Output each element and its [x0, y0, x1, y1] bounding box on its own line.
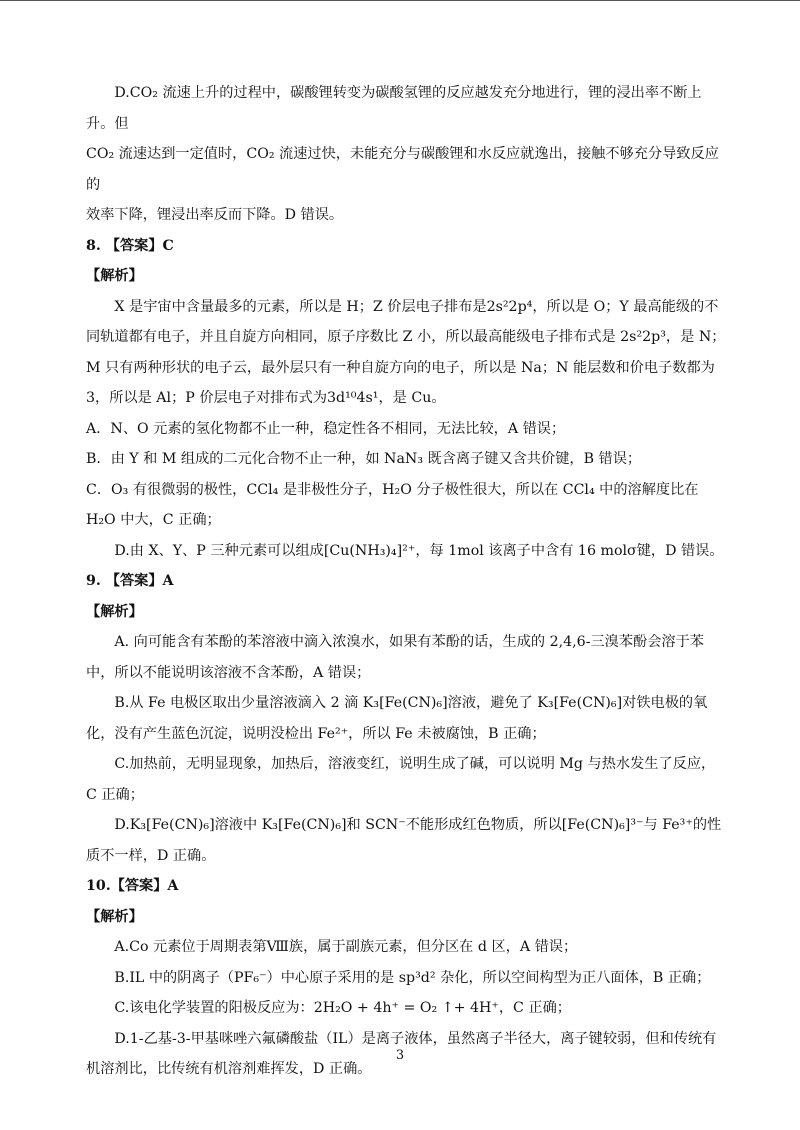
- q8-analysis-label: 【解析】: [86, 268, 143, 284]
- q8-answer: 8. 【答案】C: [86, 237, 174, 254]
- q9-option-b: B.从 Fe 电极区取出少量溶液滴入 2 滴 K₃[Fe(CN)₆]溶液，避免了 K₃[Fe(CN)₆]对铁电极的氧化，没有产生蓝色沉淀，说明没检出 Fe²⁺，所以 Fe 未被腐蚀，B 正确；: [86, 695, 708, 742]
- q10-answer: 10.【答案】A: [86, 878, 179, 894]
- page-number: 3: [395, 1048, 405, 1063]
- q9-option-c: C.加热前，无明显现象，加热后，溶液变红，说明生成了碱，可以说明 Mg 与热水发生了反应，C 正确；: [86, 756, 716, 803]
- q10-option-d: D.1-乙基-3-甲基咪唑六氟磷酸盐（IL）是离子液体，虽然离子半径大，离子键较弱，但和传统有机溶剂比，比传统有机溶剂难挥发，D 正确。: [86, 1030, 717, 1077]
- q9-option-a: A. 向可能含有苯酚的苯溶液中滴入浓溴水，如果有苯酚的话，生成的 2,4,6-三溴苯酚会溶于苯中，所以不能说明该溶液不含苯酚，A 错误；: [86, 634, 704, 681]
- q7-d-line1: D.CO₂ 流速上升的过程中，碳酸锂转变为碳酸氢锂的反应越发充分地进行，锂的浸出率不断上升。但: [86, 85, 702, 132]
- q9-analysis-label: 【解析】: [86, 603, 143, 620]
- q10-option-c: C.该电化学装置的阳极反应为：2H₂O + 4h⁺ = O₂ ↑+ 4H⁺，C 正确；: [114, 1000, 571, 1016]
- q7-d-line2: CO₂ 流速达到一定值时，CO₂ 流速过快，未能充分与碳酸锂和水反应就逸出，接触不够充分导致反应的: [86, 146, 719, 193]
- q10-option-b: B.IL 中的阴离子（PF₆⁻）中心原子采用的是 sp³d² 杂化，所以空间构型为正八面体，B 正确；: [114, 969, 711, 986]
- q10-analysis-label: 【解析】: [86, 908, 143, 925]
- q8-option-c: C．O₃ 有很微弱的极性，CCl₄ 是非极性分子，H₂O 分子极性很大，所以在 CCl₄ 中的溶解度比在 H₂O 中大，C 正确；: [86, 481, 699, 528]
- q9-answer: 9. 【答案】A: [86, 573, 174, 589]
- q8-option-d: D.由 X、Y、P 三种元素可以组成[Cu(NH₃)₄]²⁺，每 1mol 该离子中含有 16 molσ键，D 错误。: [114, 542, 724, 559]
- top-border: [0, 0, 800, 1]
- q8-option-a: A．N、O 元素的氢化物都不止一种，稳定性各不相同，无法比较，A 错误；: [86, 420, 566, 437]
- q8-option-b: B．由 Y 和 M 组成的二元化合物不止一种，如 NaN₃ 既含离子键又含共价键，B 错误；: [86, 451, 642, 467]
- q8-paragraph: X 是宇宙中含量最多的元素，所以是 H；Z 价层电子排布是2s²2p⁴，所以是 O；Y 最高能级的不同轨道都有电子，并且自旋方向相同，原子序数比 Z 小，所以最高能级电子排布式是 2s²2p³，是 N；M 只有两种形状的电子云，最外层只有一种自旋方向的电子，所以是 Na；N 能层数和价电子数都为 3，所以是 Al；P 价层电子对排布式为3d¹⁰4s¹，是 Cu。: [86, 298, 726, 406]
- q10-option-a: A.Co 元素位于周期表第Ⅷ族，属于副族元素，但分区在 d 区，A 错误；: [114, 939, 578, 955]
- q7-d-line3: 效率下降，锂浸出率反而下降。D 错误。: [86, 207, 344, 223]
- document-page: [86, 78, 726, 1085]
- q9-option-d: D.K₃[Fe(CN)₆]溶液中 K₃[Fe(CN)₆]和 SCN⁻不能形成红色物质，所以[Fe(CN)₆]³⁻与 Fe³⁺的性质不一样，D 正确。: [86, 817, 722, 864]
